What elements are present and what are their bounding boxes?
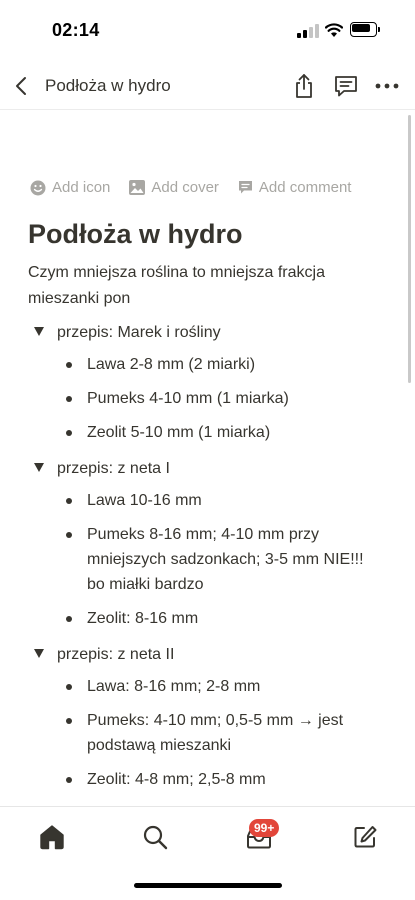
toggle-label[interactable]: przepis: Marek i rośliny <box>57 324 221 341</box>
add-cover-button[interactable] <box>129 179 219 196</box>
home-indicator <box>134 883 282 888</box>
share-icon <box>293 73 315 99</box>
image-icon <box>129 180 145 195</box>
add-icon-button[interactable] <box>30 179 110 196</box>
wifi-icon <box>325 22 343 38</box>
tab-search[interactable] <box>139 821 171 853</box>
bullet-item[interactable] <box>0 767 415 792</box>
bullet-dot-icon <box>66 684 72 690</box>
toggle-block[interactable] <box>0 454 415 484</box>
nav-title: Podłoża w hydro <box>45 76 171 95</box>
inbox-badge: 99+ <box>249 819 279 837</box>
chevron-left-icon <box>15 76 27 96</box>
nav-bar <box>0 62 415 110</box>
page-title[interactable]: Podłoża w hydro <box>28 219 243 249</box>
bullet-item[interactable] <box>0 522 415 597</box>
bullet-dot-icon <box>66 396 72 402</box>
bullet-text: Pumeks: 4-10 mm; 0,5-5 mm → jest podstawą mieszanki <box>87 712 344 754</box>
bullet-text: Zeolit 5-10 mm (1 miarka) <box>87 424 271 441</box>
bullet-text: Zeolit: 8-16 mm <box>87 610 199 627</box>
toggle-label[interactable]: przepis: z neta I <box>57 460 170 477</box>
back-button[interactable] <box>10 74 32 98</box>
bullet-text: Zeolit: 4-8 mm; 2,5-8 mm <box>87 771 266 788</box>
bullet-dot-icon <box>66 430 72 436</box>
intro-paragraph[interactable]: Czym mniejsza roślina to mniejsza frakcja mieszanki pon <box>28 264 325 307</box>
bullet-text: Lawa 2-8 mm (2 miarki) <box>87 356 256 373</box>
add-comment-button[interactable] <box>238 179 352 196</box>
bullet-item[interactable] <box>0 708 415 758</box>
add-cover-label: Add cover <box>151 179 219 196</box>
bullet-text: Pumeks 8-16 mm; 4-10 mm przy mniejszych sadzonkach; 3-5 mm NIE!!! bo miałki bardzo <box>87 526 364 593</box>
bullet-text: Lawa 10-16 mm <box>87 492 202 509</box>
compose-icon <box>352 824 378 850</box>
battery-icon <box>350 22 380 37</box>
bullet-item[interactable] <box>0 674 415 699</box>
comment-icon <box>333 74 359 98</box>
status-bar <box>0 0 415 62</box>
tab-home[interactable] <box>36 821 68 853</box>
add-icon-label: Add icon <box>52 179 111 196</box>
bullet-dot-icon <box>66 616 72 622</box>
page-actions <box>30 179 370 196</box>
bullet-text: Pumeks 4-10 mm (1 miarka) <box>87 390 289 407</box>
toggle-label[interactable]: przepis: z neta II <box>57 646 175 663</box>
toggle-triangle-icon[interactable] <box>34 463 44 472</box>
search-icon <box>142 824 168 850</box>
bullet-dot-icon <box>66 498 72 504</box>
toggle-triangle-icon[interactable] <box>34 327 44 336</box>
toggle-block[interactable] <box>0 640 415 670</box>
page-content <box>0 318 415 801</box>
bullet-item[interactable] <box>0 420 415 445</box>
bullet-text: Lawa: 8-16 mm; 2-8 mm <box>87 678 261 695</box>
comments-button[interactable] <box>332 72 360 100</box>
toggle-triangle-icon[interactable] <box>34 649 44 658</box>
bullet-item[interactable] <box>0 488 415 513</box>
bullet-item[interactable] <box>0 606 415 631</box>
bullet-dot-icon <box>66 532 72 538</box>
bullet-dot-icon <box>66 777 72 783</box>
status-time: 02:14 <box>52 20 100 40</box>
bullet-item[interactable] <box>0 386 415 411</box>
more-button[interactable] <box>373 72 401 100</box>
smiley-icon <box>30 180 46 196</box>
home-icon <box>38 824 66 850</box>
add-comment-label: Add comment <box>258 179 352 196</box>
share-button[interactable] <box>290 72 318 100</box>
toggle-block[interactable] <box>0 318 415 348</box>
bullet-dot-icon <box>66 718 72 724</box>
tab-new-page[interactable] <box>349 821 381 853</box>
more-horizontal-icon <box>375 83 399 89</box>
comment-bubble-icon <box>238 180 253 195</box>
bullet-item[interactable] <box>0 352 415 377</box>
cellular-signal-icon <box>297 24 319 38</box>
bullet-dot-icon <box>66 362 72 368</box>
